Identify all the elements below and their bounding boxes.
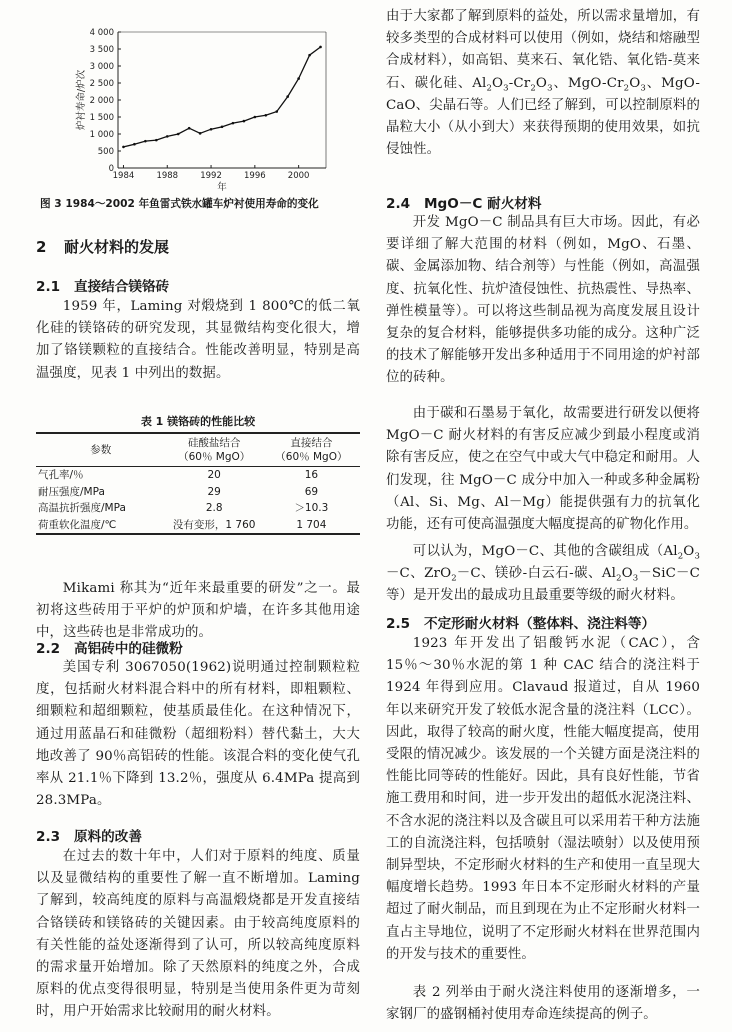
table-cell: 荷重软化温度/℃ [38, 518, 117, 531]
table-cell: 16 [304, 469, 319, 481]
x-axis-label: 年 [217, 182, 227, 192]
table-cell: ＞10.3 [294, 502, 329, 514]
table-cell: 耐压强度/MPa [38, 485, 105, 498]
subsection-2-3-heading [36, 825, 142, 845]
table-row [36, 467, 360, 484]
table-cell: 20 [207, 469, 221, 481]
paragraph-2-4-c: 可以认为，MgO－C、其他的含碳组成（$Al_2O_3-C$、ZrO$_2$－C、镁砂-白云石-碳、$Al_2O_3-SiC-C$ 等）是开发出的最成功且最重要等级的耐火材料。 [386, 544, 700, 604]
table-cell: 29 [207, 485, 221, 498]
paragraph-2-2: 美国专利 3067050(1962)说明通过控制颗粒粒度，包括耐火材料混合料中的所有材料，即粗颗粒、细颗粒和超细颗粒，使基质最佳化。在这种情况下，通过用蓝晶石和硅微粉（超细粉料）替代黏土，大大地改善了 90％高铝砖的性能。该混合料的变化使气孔率从 21.1％下降到 13.2％，强度从 6.4MPa 提高到 28.3MPa。 [36, 660, 360, 809]
data-point [122, 146, 125, 149]
y-axis-label: 炉衬寿命/炉次 [76, 69, 87, 131]
data-point [286, 95, 289, 98]
paragraph-2-3: 在过去的数十年中，人们对于原料的纯度、质量以及显微结构的重要性了解一直不断增加。Laming 了解到，较高纯度的原料与高温煅烧都是开发直接结合铬镁砖和镁铬砖的关键因素。由于较高纯度原料的有关性能的益处逐渐得到了认可，所以较高纯度原料的需求量开始增加。除了天然原料的纯度之外，合成原料的优点变得很明显，特别是当使用条件更为苛刻时，用户开始需求比较耐用的耐火材料。 [36, 849, 360, 1020]
data-point [199, 132, 202, 135]
data-point [243, 120, 246, 123]
table-cell: 1 704 [296, 518, 327, 531]
subsection-number: 2.4 [386, 196, 411, 212]
subsection-title: 直接结合镁铬砖 [74, 279, 170, 295]
paragraph-2-5-a: 1923 年开发出了铝酸钙水泥（CAC），含 15％～30％水泥的第 1 种 CAC 结合的浇注料于 1924 年得到应用。Clavaud 报道过，自从 1960 年以来研究开发了较低水泥含量的浇注料（LCC）。因此，取得了较高的耐火度，性能大幅度提高，使用受限的情况减少。该发展的一个关键方面是浇注料的性能比同等砖的性能好。因此，具有良好性能，节省施工费用和时间，进一步开发出的超低水泥浇注料、不含水泥的浇注料以及含碳且可以采用若干种方法施工的自流浇注料，包括喷射（湿法喷射）以及使用预制异型块，不定形耐火材料的生产和使用一直呈现大幅度增长趋势。1993 年日本不定形耐火材料的产量超过了耐火制品，而且到现在为止不定形耐火材料一直占主导地位，说明了不定形耐火材料在世界范围内的开发与技术的重要性。 [386, 636, 700, 962]
section-title: 耐火材料的发展 [64, 238, 170, 256]
y-tick-label: 0 [108, 164, 114, 174]
subsection-number: 2.2 [36, 641, 61, 657]
data-point [188, 127, 191, 130]
table-cell: 气孔率/％ [38, 469, 84, 481]
subsection-title: 不定形耐火材料（整体料、浇注料等） [424, 616, 656, 632]
figure-3-caption: 图 3 1984～2002 年鱼雷式铁水罐车炉衬使用寿命的变化 [40, 198, 319, 210]
y-tick-label: 2 500 [89, 79, 114, 89]
table-cell: 2.8 [205, 502, 223, 514]
series-line [124, 47, 321, 147]
table-row [36, 484, 360, 501]
table-cell: 高温抗折强度/MPa [38, 502, 126, 514]
y-tick-label: 500 [97, 147, 114, 157]
y-tick-label: 3 000 [89, 62, 114, 72]
y-tick-label: 1 000 [89, 130, 114, 140]
y-tick-label: 3 500 [89, 45, 114, 55]
table-cell: 69 [304, 485, 319, 498]
table-1 [36, 432, 360, 535]
paragraph-2-4-a: 开发 MgO－C 制品具有巨大市场。因此，有必要详细了解大范围的材料（例如，MgO、石墨、碳、金属添加物、结合剂等）与性能（例如，高温强度、抗氧化性、抗炉渣侵蚀性、抗热震性、导热率、弹性模量等）。可以将这些制品视为高度发展且设计复杂的复合材料，能够提供多功能的成分。这种广泛的技术了解能够开发出多种适用于不同用途的炉衬部位的砖种。 [386, 215, 700, 386]
subsection-2-5-heading [386, 612, 655, 632]
data-point [254, 116, 257, 119]
data-point [275, 110, 278, 113]
subsection-number: 2.3 [36, 829, 61, 845]
y-tick-label: 4 000 [89, 28, 114, 38]
x-tick-label: 2000 [287, 171, 310, 181]
data-point [221, 126, 224, 129]
paragraph-2-4-b: 由于碳和石墨易于氧化，故需要进行研发以便将 MgO－C 耐火材料的有害反应减少到最小程度或消除有害反应，使之在空气中或大气中稳定和耐用。人们发现，往 MgO－C 成分中加入一种或多种金属粉（Al、Si、Mg、Al－Mg）能提供强有力的抗氧化功能，还有可使高温强度大幅度提高的矿物化作用。 [386, 406, 700, 533]
table-header-cell: 参数 [90, 444, 112, 456]
data-point [319, 46, 322, 49]
y-tick-label: 2 000 [89, 96, 114, 106]
x-tick-label: 1988 [156, 171, 179, 181]
section-2-heading [36, 236, 169, 257]
subsection-title: MgO－C 耐火材料 [424, 196, 542, 212]
paragraph-2-3-continued: 由于大家都了解到原料的益处，所以需求量增加，有较多类型的合成材料可以使用（例如，烧结和熔融型合成材料），如高铝、莫来石、氧化锆、氧化锆-莫来石、碳化硅、$Al_2O_3-Cr_2O_3$、MgO-$Cr_2O_3$、MgO-CaO、尖晶石等。人们已经了解到，可以控制原料的晶粒大小（从小到大）来获得预期的使用效果，如抗侵蚀性。 [386, 9, 701, 158]
data-point [308, 54, 311, 57]
subsection-number: 2.5 [386, 616, 411, 632]
table-row [36, 517, 360, 535]
data-point [133, 143, 136, 146]
table-header-cell: 直接结合 （60％ MgO） [275, 437, 348, 463]
section-number: 2 [36, 238, 47, 256]
table-row [36, 500, 360, 517]
subsection-title: 高铝砖中的硅微粉 [74, 641, 183, 657]
subsection-2-4-heading [386, 192, 542, 212]
table-header-row [36, 433, 360, 467]
data-point [264, 114, 267, 117]
data-point [144, 140, 147, 143]
subsection-2-2-heading [36, 637, 183, 657]
x-tick-label: 1984 [112, 171, 135, 181]
y-tick-label: 1 500 [89, 113, 114, 123]
figure-3-chart [36, 22, 336, 192]
data-point [297, 77, 300, 80]
data-point [177, 133, 180, 136]
subsection-2-1-heading [36, 275, 169, 295]
data-point [166, 135, 169, 138]
x-tick-label: 1996 [244, 171, 266, 181]
data-point [232, 122, 235, 125]
paragraph-2-5-b: 表 2 列举由于耐火浇注料使用的逐渐增多，一家钢厂的盛钢桶衬使用寿命连续提高的例子。 [386, 985, 700, 1023]
x-tick-label: 1992 [200, 171, 222, 181]
paragraph-2-1: 1959 年，Laming 对煅烧到 1 800℃的低二氧化硅的镁铬砖的研究发现，其显微结构变化很大，增加了铬镁颗粒的直接结合。性能改善明显，特别是高温强度，见表 1 中列出的数据。 [36, 299, 360, 381]
table-1-caption: 表 1 镁铬砖的性能比较 [140, 415, 256, 428]
data-point [210, 128, 213, 131]
paragraph-mikami: Mikami 称其为“近年来最重要的研发”之一。最初将这些砖用于平炉的炉顶和炉墙，在许多其他用途中，这些砖也是非常成功的。 [36, 581, 360, 641]
subsection-title: 原料的改善 [74, 829, 142, 845]
table-header-cell: 硅酸盐结合 （60％ MgO） [178, 437, 251, 463]
subsection-number: 2.1 [36, 279, 61, 295]
table-cell: 没有变形，1 760 [172, 518, 256, 531]
data-point [155, 139, 158, 142]
